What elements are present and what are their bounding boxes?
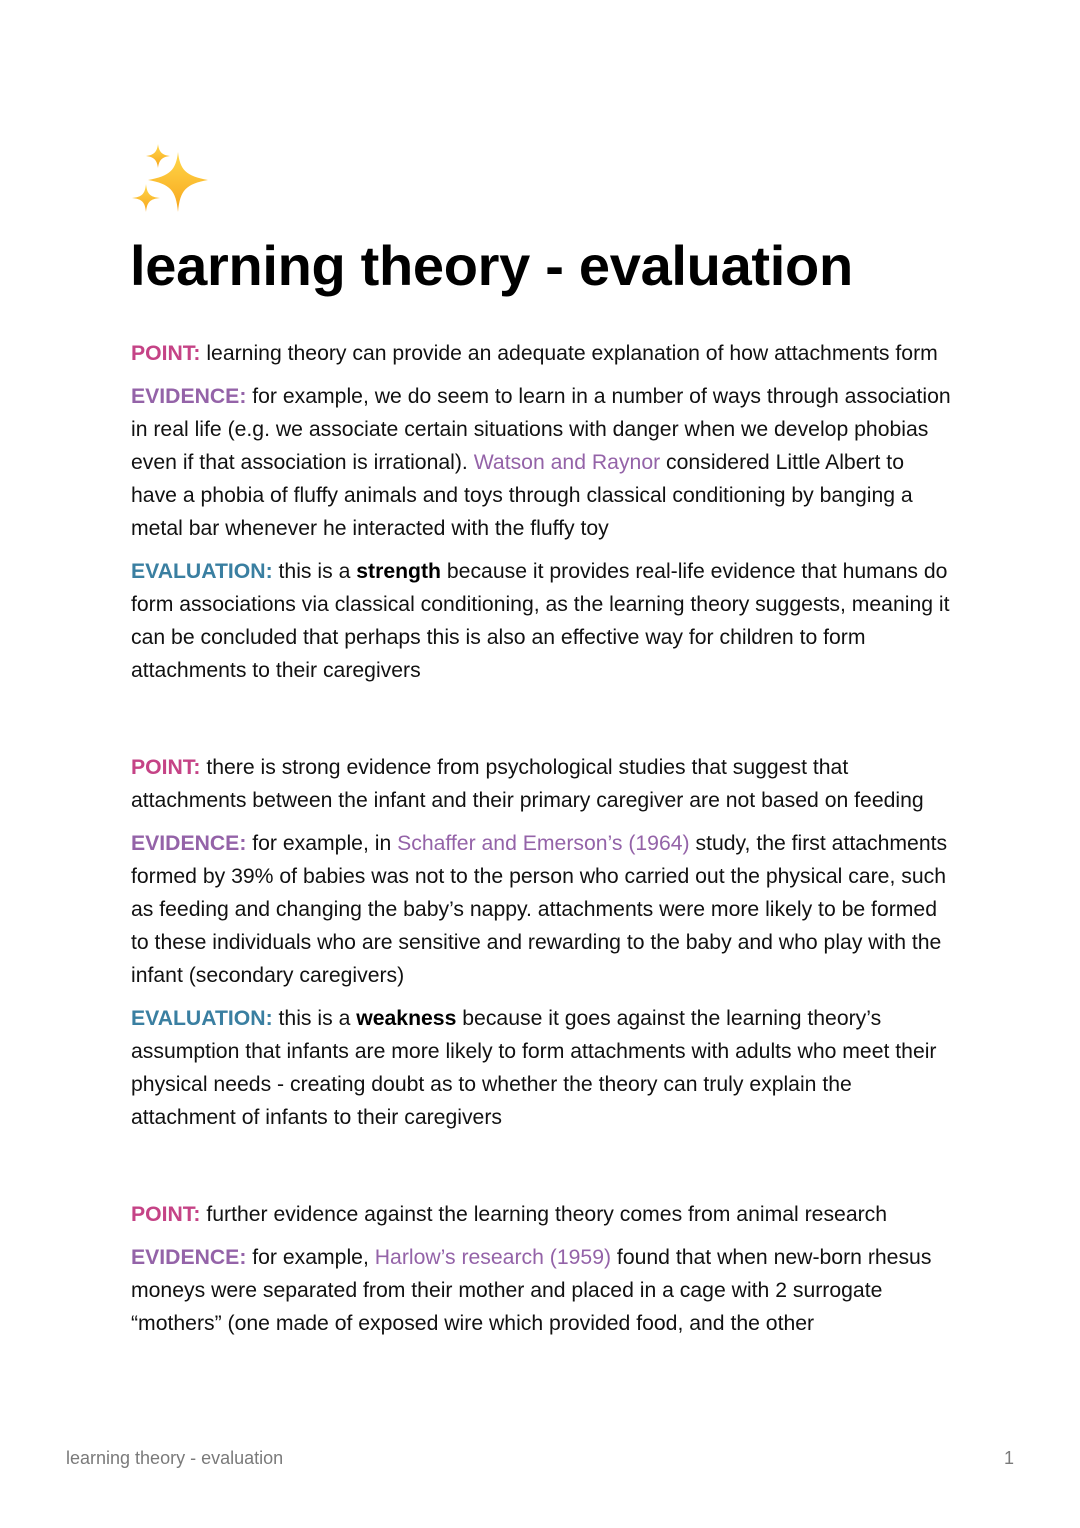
point-paragraph	[131, 337, 953, 370]
evaluation-text: because it goes against the learning theory’s assumption that infants are more likely to form attachments with adults who meet their physical needs - creating doubt as to whether the theory can truly explain the attachment of infants to their caregivers	[131, 1007, 937, 1129]
evidence-paragraph	[131, 380, 953, 545]
point-text: learning theory can provide an adequate explanation of how attachments form	[200, 342, 938, 365]
evaluation-verdict: strength	[356, 560, 441, 583]
page-number: 1	[1003, 1448, 1014, 1468]
evidence-text: for example, we do seem to learn in a number of ways through association in real life (e.g. we associate certain situations with danger when we develop phobias even if that association is irrational).	[131, 385, 951, 474]
study-reference: Schaffer and Emerson’s (1964)	[397, 832, 690, 855]
evidence-text: for example,	[246, 1246, 375, 1269]
footer-title: learning theory - evaluation	[66, 1448, 284, 1468]
study-reference: Watson and Raynor	[473, 451, 661, 474]
page-title: learning theory - evaluation	[130, 234, 853, 297]
point-label: POINT:	[131, 756, 201, 779]
point-label: POINT:	[131, 342, 201, 365]
point-paragraph	[131, 1198, 953, 1231]
point-text: further evidence against the learning theory comes from animal research	[200, 1203, 888, 1226]
evidence-label: EVIDENCE:	[131, 1246, 247, 1269]
evaluation-verdict: weakness	[356, 1007, 457, 1030]
evidence-paragraph	[131, 1241, 953, 1340]
sparkles-icon	[130, 140, 214, 220]
section-spacer	[131, 697, 953, 751]
evidence-text: found that when new-born rhesus moneys were separated from their mother and placed in a cage with 2 surrogate “mothers” (one made of exposed wire which provided food, and the other	[131, 1246, 932, 1335]
point-paragraph	[131, 751, 953, 817]
document-body	[131, 337, 953, 1350]
point-text: there is strong evidence from psychological studies that suggest that attachments between the infant and their primary caregiver are not based on feeding	[131, 756, 924, 812]
evaluation-paragraph	[131, 555, 953, 687]
evaluation-text: because it provides real-life evidence that humans do form associations via classical conditioning, as the learning theory suggests, meaning it can be concluded that perhaps this is also an effective way for children to form attachments to their caregivers	[131, 560, 950, 682]
evidence-paragraph	[131, 827, 953, 992]
evaluation-text: this is a	[272, 1007, 357, 1030]
evidence-label: EVIDENCE:	[131, 385, 247, 408]
evaluation-paragraph	[131, 1002, 953, 1134]
evidence-text: study, the first attachments formed by 39% of babies was not to the person who carried out the physical care, such as feeding and changing the baby’s nappy. attachments were more likely to be formed to these individuals who are sensitive and rewarding to the baby and who play with the infant (secondary caregivers)	[131, 832, 948, 987]
study-reference: Harlow’s research (1959)	[374, 1246, 612, 1269]
evidence-text: for example, in	[246, 832, 398, 855]
evidence-label: EVIDENCE:	[131, 832, 247, 855]
evaluation-label: EVALUATION:	[131, 560, 273, 583]
evaluation-text: this is a	[272, 560, 357, 583]
section-spacer	[131, 1144, 953, 1198]
evaluation-label: EVALUATION:	[131, 1007, 273, 1030]
evidence-text: considered Little Albert to have a phobia of fluffy animals and toys through classical conditioning by banging a metal bar whenever he interacted with the fluffy toy	[131, 451, 913, 540]
point-label: POINT:	[131, 1203, 201, 1226]
